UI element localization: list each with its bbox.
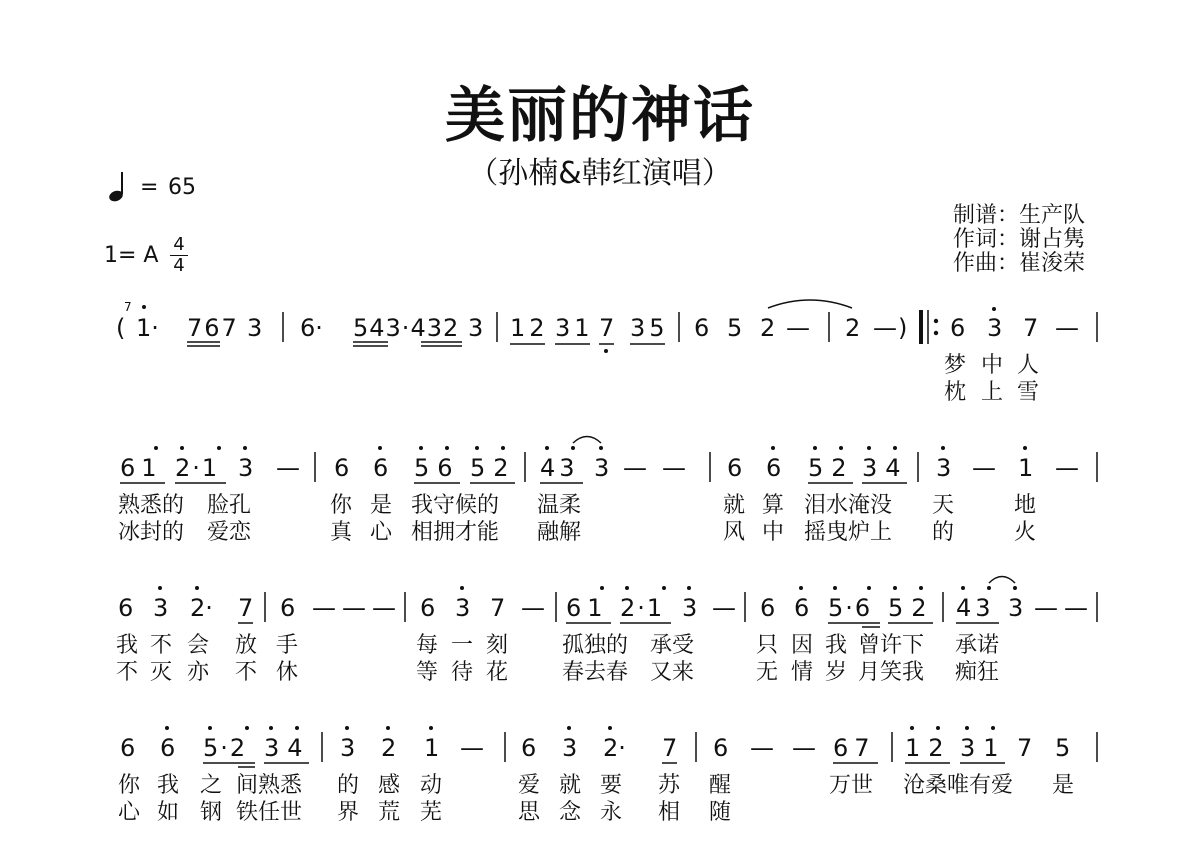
measure	[280, 594, 396, 622]
lyric: 爱恋	[207, 520, 252, 545]
dash: —	[792, 734, 816, 762]
note: 6	[160, 734, 176, 762]
measure	[300, 314, 483, 342]
note-group: 61	[120, 454, 163, 482]
note: 6·	[300, 314, 323, 342]
lyric: 感	[378, 773, 401, 798]
note-group: 52	[888, 594, 935, 622]
note: 3	[987, 314, 1003, 342]
lyric: 亦	[187, 660, 210, 685]
lyric: 冰封的	[118, 520, 185, 545]
octave-dot	[142, 305, 146, 309]
lyric: 中	[981, 353, 1004, 378]
dash: —	[786, 314, 810, 342]
credit-music: 作曲：崔浚荣	[953, 251, 1086, 276]
lyric: 的	[337, 773, 360, 798]
dash: —	[1034, 594, 1058, 622]
note-group: 31	[960, 734, 1007, 762]
lyric: 铁任世	[236, 800, 303, 825]
lyric: 一	[451, 633, 474, 658]
lyric: 天	[932, 493, 955, 518]
dash: —	[276, 454, 300, 482]
note-group: 67	[833, 734, 876, 762]
lyric: 相拥才能	[411, 520, 500, 545]
tie	[573, 437, 601, 444]
measure	[420, 594, 545, 622]
lyric: 痴狂	[955, 660, 1000, 685]
lyric: 不	[150, 633, 173, 658]
note: 3	[682, 594, 698, 622]
note-group: 2·1	[175, 454, 220, 482]
lyric: 梦	[944, 353, 967, 378]
note-group: 31	[555, 314, 594, 342]
dash: —	[372, 594, 396, 622]
dash: —	[521, 594, 545, 622]
note: 3	[238, 454, 254, 482]
note-group: 43	[540, 454, 579, 482]
note-group: 12	[905, 734, 952, 762]
note: 3	[594, 454, 610, 482]
lyric: 承受	[650, 633, 695, 658]
note-group: 61	[566, 594, 609, 622]
lyric: 不	[116, 660, 139, 685]
note: 3	[247, 314, 263, 342]
lyric: 是	[1052, 773, 1075, 798]
note: 2	[760, 314, 776, 342]
lyrics-verse-1	[116, 633, 999, 658]
lyric: 因	[791, 633, 814, 658]
lyric: 要	[600, 773, 623, 798]
lyric: 摇曳炉上	[804, 520, 893, 545]
lyric: 中	[762, 520, 785, 545]
note-group: 56	[414, 454, 461, 482]
note: 6	[420, 594, 436, 622]
note-group: 52	[808, 454, 855, 482]
dash: —	[623, 454, 647, 482]
lyric: 会	[187, 633, 210, 658]
dash: —	[750, 734, 774, 762]
time-signature-bottom: 4	[173, 255, 185, 276]
note: 7	[662, 734, 678, 762]
note-group: 34	[264, 734, 311, 762]
tempo-bpm: 65	[168, 175, 196, 200]
song-title: 美丽的神话	[445, 81, 755, 151]
note: 7	[490, 594, 506, 622]
dash: —	[662, 454, 686, 482]
note: 7	[1023, 314, 1039, 342]
lyric: 又来	[650, 660, 695, 685]
note: 2	[845, 314, 861, 342]
time-signature-top: 4	[173, 234, 185, 255]
lyrics-verse-1	[944, 353, 1039, 378]
note-group: 52	[470, 454, 517, 482]
grace-note: 7	[124, 300, 132, 314]
note: 6	[118, 594, 134, 622]
lyric: 曾许下	[858, 633, 925, 658]
note: 6	[713, 734, 729, 762]
lyric: 刻	[486, 633, 509, 658]
lyric: 是	[370, 493, 393, 518]
lyrics-verse-2	[118, 520, 1036, 545]
lyric: 休	[276, 660, 299, 685]
lyric: 就	[559, 773, 582, 798]
note-group: 35	[630, 314, 669, 342]
note: 6	[727, 454, 743, 482]
lyrics-verse-2	[118, 800, 731, 825]
dash: —	[873, 314, 897, 342]
note: 5	[1055, 734, 1071, 762]
lyric: 每	[416, 633, 439, 658]
measure	[521, 734, 677, 762]
measure	[120, 454, 300, 482]
lyric: 上	[981, 380, 1004, 405]
measure	[340, 734, 484, 762]
lyric: 情	[791, 660, 814, 685]
note: 6	[521, 734, 537, 762]
credit-score: 制谱：生产队	[953, 203, 1086, 228]
lyric: 苏	[658, 773, 681, 798]
lyric: 不	[235, 660, 258, 685]
lyric: 枕	[944, 380, 967, 405]
measure	[694, 314, 810, 342]
lyric: 荒	[378, 800, 401, 825]
lyric: 思	[518, 800, 541, 825]
dash: —	[972, 454, 996, 482]
lyric: 等	[416, 660, 439, 685]
lyric: 春去春	[562, 660, 629, 685]
lyric: 沧桑唯有爱	[903, 773, 1014, 798]
note: 2·	[190, 594, 213, 622]
lyric: 手	[276, 633, 299, 658]
credit-lyrics: 作词：谢占隽	[953, 227, 1086, 252]
lyric: 雪	[1017, 380, 1040, 405]
note: 6	[766, 454, 782, 482]
note-group: 767	[187, 314, 239, 342]
measure	[845, 314, 907, 342]
note: 6	[280, 594, 296, 622]
lyric: 地	[1014, 493, 1037, 518]
lyric: 你	[118, 773, 141, 798]
measure	[120, 734, 311, 762]
lyric: 算	[762, 493, 785, 518]
lyric: 孤独的	[562, 633, 629, 658]
note-group: 5·2	[203, 734, 248, 762]
lyric: 待	[451, 660, 474, 685]
tie	[989, 577, 1015, 584]
note: 6	[950, 314, 966, 342]
note: 7	[238, 594, 254, 622]
lyric: 我	[157, 773, 180, 798]
lyric: 花	[486, 660, 509, 685]
note: 7	[1017, 734, 1033, 762]
lyric: 动	[420, 773, 443, 798]
note: 1·	[136, 314, 159, 342]
lyric: 灭	[150, 660, 173, 685]
measure	[936, 454, 1079, 482]
note: 6	[120, 734, 136, 762]
lyric: 心	[118, 800, 141, 825]
lyric: 只	[756, 633, 779, 658]
lyric: 永	[600, 800, 623, 825]
lyric: 火	[1014, 520, 1037, 545]
lyric: 你	[330, 493, 353, 518]
measure	[727, 454, 909, 482]
lyrics-verse-2	[116, 660, 999, 685]
measure	[510, 314, 669, 342]
dash: —	[712, 594, 736, 622]
lyric: 间熟悉	[236, 773, 303, 798]
note-group: 12	[510, 314, 549, 342]
note: 3	[340, 734, 356, 762]
lyric: 爱	[518, 773, 541, 798]
key-label: 1= A	[104, 243, 159, 268]
lyric: 风	[723, 520, 746, 545]
lyric: 我	[825, 633, 848, 658]
note: 3	[936, 454, 952, 482]
intro-open-paren: (	[116, 314, 126, 342]
note-group: 543·432	[353, 314, 460, 342]
note: 3	[455, 594, 471, 622]
dash: —	[460, 734, 484, 762]
lyric: 泪水淹没	[804, 493, 893, 518]
note-group: 34	[862, 454, 909, 482]
lyric: 岁	[825, 660, 848, 685]
lyric: 如	[157, 800, 180, 825]
lyric: 界	[337, 800, 360, 825]
note: 2·	[603, 734, 626, 762]
dash: —	[1055, 314, 1079, 342]
dash: —	[342, 594, 366, 622]
note: 3	[153, 594, 169, 622]
tie	[768, 300, 852, 308]
lyric: 温柔	[537, 493, 582, 518]
note: 6	[334, 454, 350, 482]
lyric: 融解	[537, 520, 582, 545]
measure	[713, 734, 876, 762]
note-group: 43	[956, 594, 995, 622]
measure	[956, 594, 1088, 622]
note: 5	[727, 314, 743, 342]
lyric: 放	[235, 633, 258, 658]
song-subtitle: （孙楠&韩红演唱）	[468, 156, 732, 191]
lyric: 就	[723, 493, 746, 518]
dash: —	[1055, 454, 1079, 482]
measure	[136, 314, 262, 342]
measure	[118, 594, 253, 622]
measure	[950, 314, 1079, 342]
lyric: 的	[932, 520, 955, 545]
lyric: 心	[370, 520, 393, 545]
lyric: 之	[200, 773, 223, 798]
note: 6	[794, 594, 810, 622]
lyric: 醒	[709, 773, 732, 798]
lyric: 月笑我	[858, 660, 925, 685]
lyric: 我	[116, 633, 139, 658]
note: 3	[468, 314, 484, 342]
lyric: 承诺	[955, 633, 1000, 658]
note: 3	[1008, 594, 1024, 622]
dash: —	[312, 594, 336, 622]
note-group: 2·1	[620, 594, 665, 622]
lyric: 相	[658, 800, 681, 825]
dash: —	[1064, 594, 1088, 622]
note: 3	[562, 734, 578, 762]
lyric: 念	[559, 800, 582, 825]
lyric: 万世	[829, 773, 874, 798]
measure	[905, 734, 1070, 762]
note: 6	[373, 454, 389, 482]
lyrics-verse-1	[118, 773, 1074, 798]
lyric: 熟悉的	[118, 493, 185, 518]
note: 2	[381, 734, 397, 762]
measure	[760, 594, 935, 622]
lyrics-verse-2	[944, 380, 1039, 405]
note: 1	[424, 734, 440, 762]
note: 6	[760, 594, 776, 622]
note: 7	[599, 314, 615, 342]
lyrics-verse-1	[118, 493, 1036, 518]
measure	[566, 594, 736, 622]
tempo-equals: =	[140, 175, 159, 200]
note: 1	[1018, 454, 1034, 482]
lyric: 随	[709, 800, 732, 825]
lyric: 脸孔	[207, 493, 252, 518]
lyric: 芜	[420, 800, 443, 825]
intro-close-paren: )	[898, 314, 908, 342]
lyric: 真	[330, 520, 353, 545]
lyric: 钢	[200, 800, 223, 825]
lyric: 无	[756, 660, 779, 685]
lyric: 人	[1017, 353, 1040, 378]
note: 6	[694, 314, 710, 342]
note-group: 5·6	[828, 594, 873, 622]
measure	[540, 454, 686, 482]
lyric: 我守候的	[411, 493, 500, 518]
measure	[334, 454, 517, 482]
